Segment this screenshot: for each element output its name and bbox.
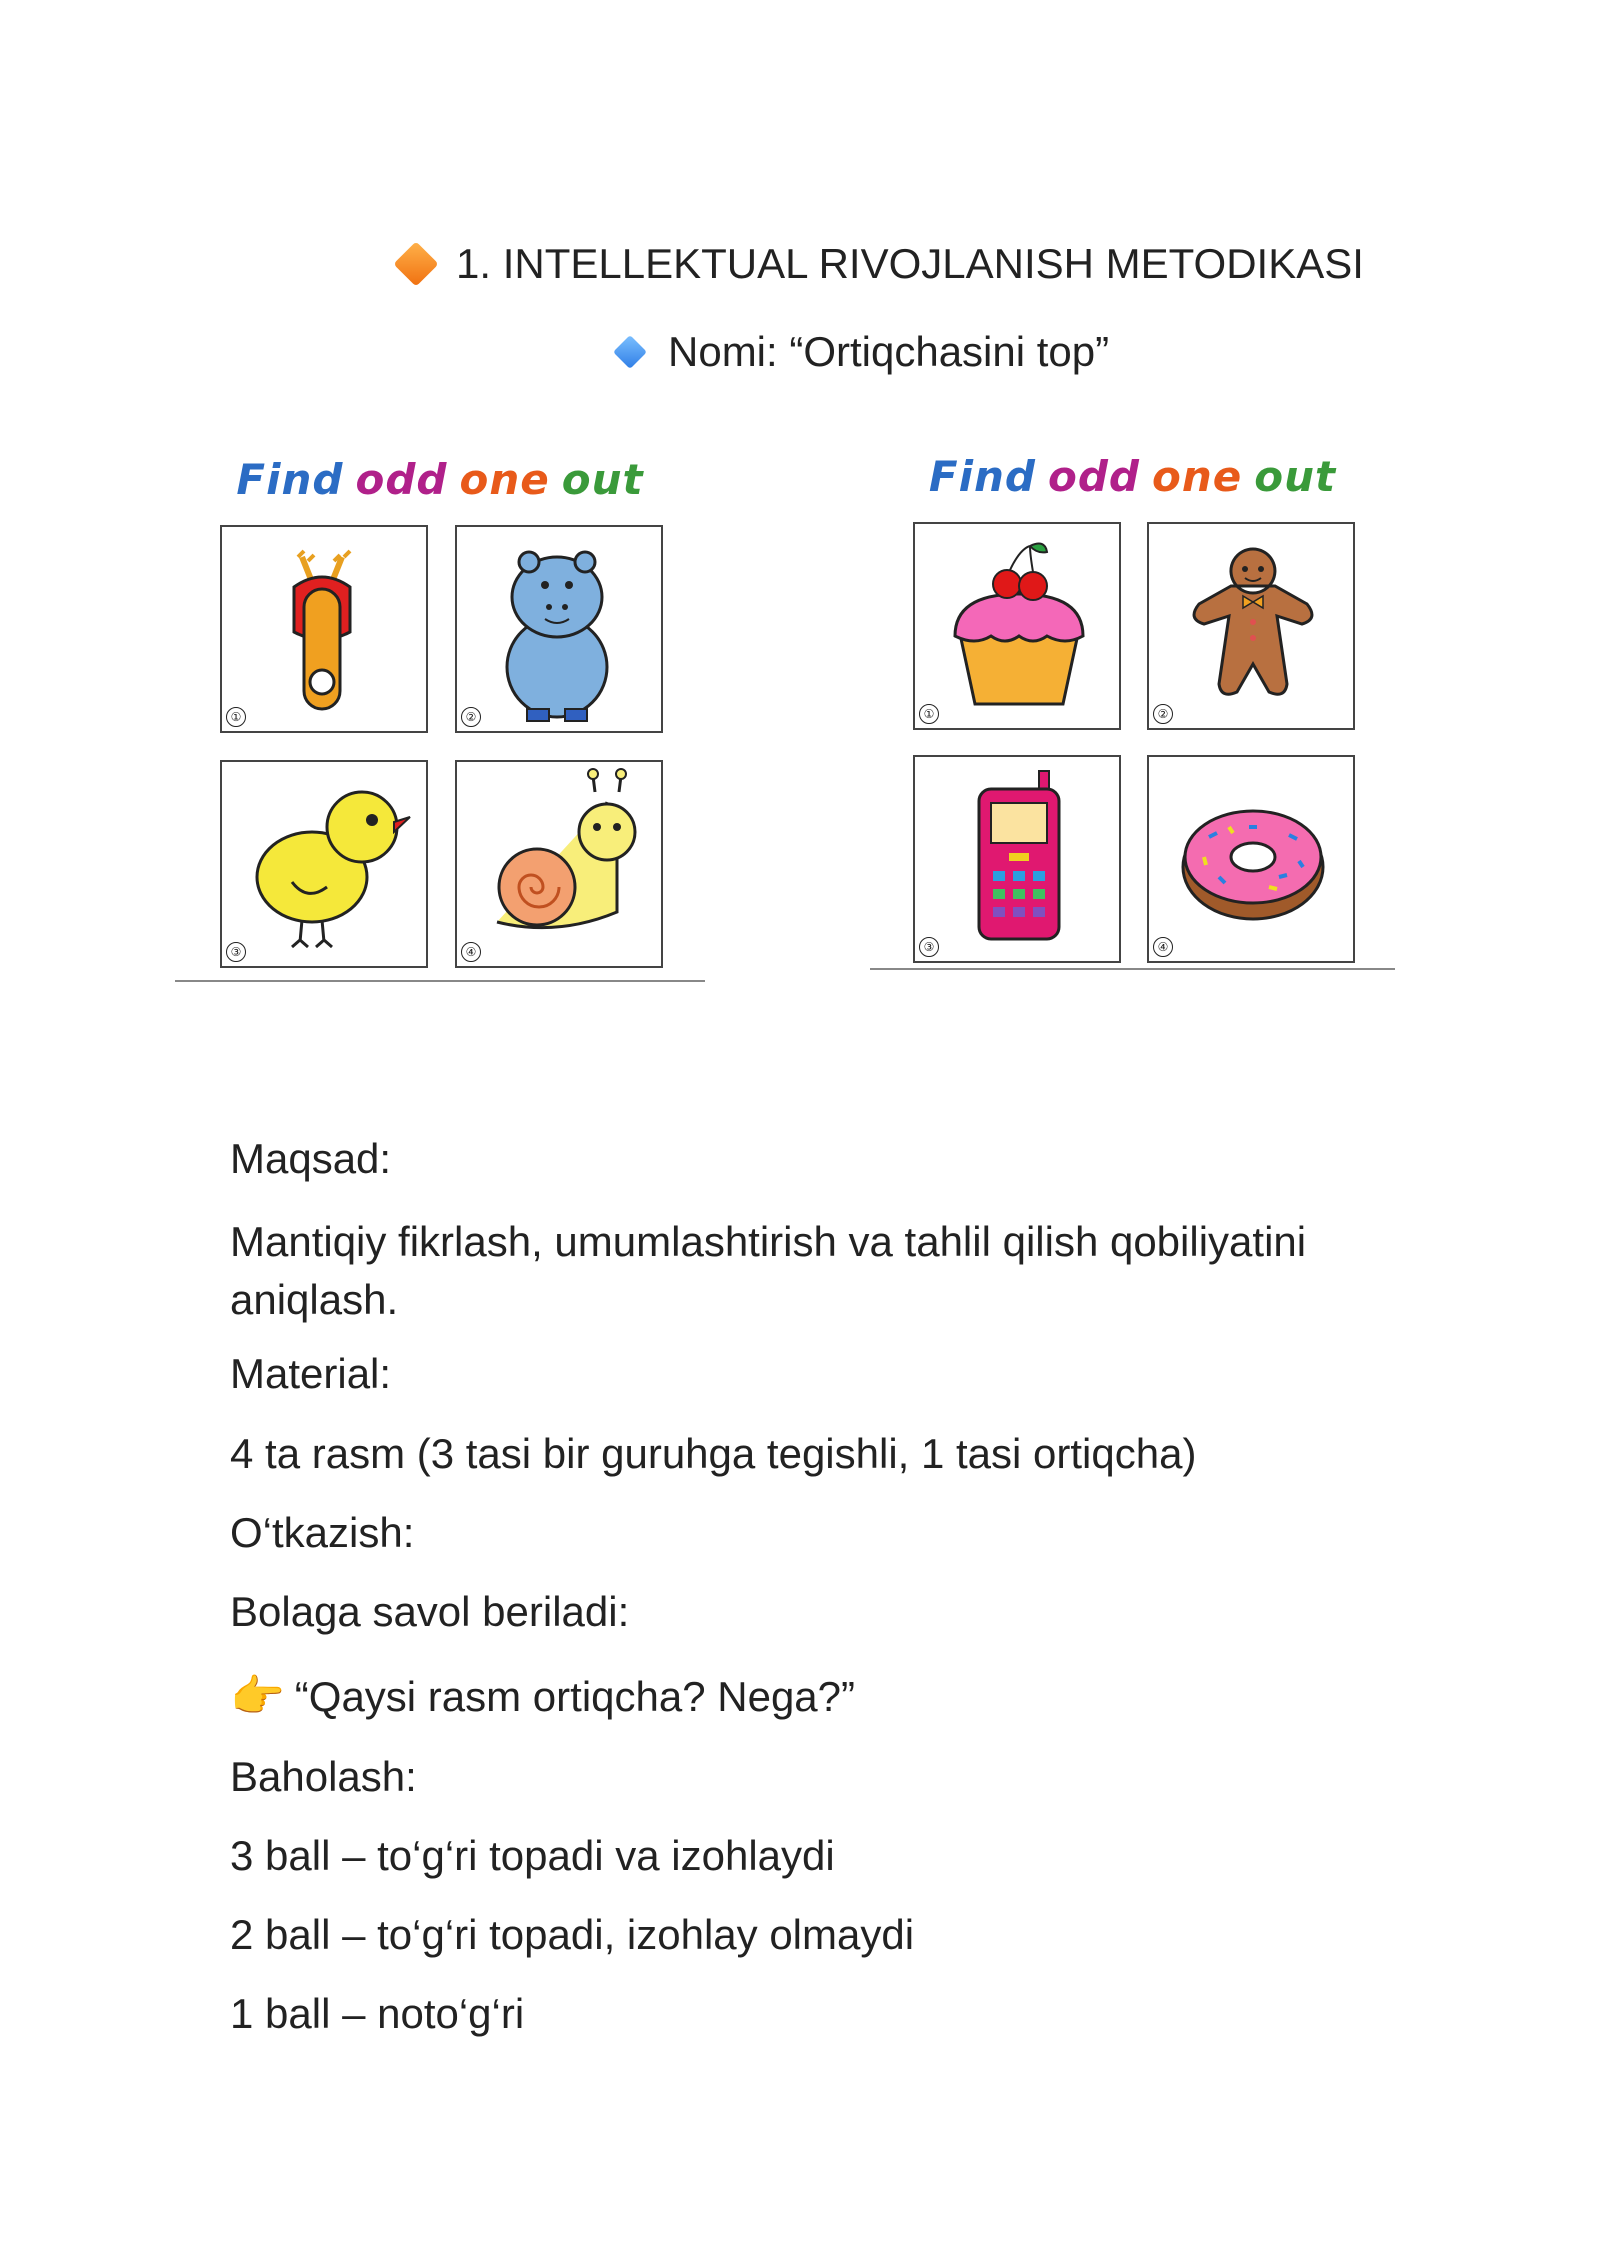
zipper-icon <box>222 527 430 735</box>
hippo-icon <box>457 527 665 735</box>
picture-card <box>913 522 1121 730</box>
score-3: 3 ball – to‘g‘ri topadi va izohlaydi <box>230 1832 835 1879</box>
picture-card <box>1147 755 1355 963</box>
item-number: ① <box>919 704 939 724</box>
worksheet-title: Find odd one out <box>928 452 1337 501</box>
worksheet-baseline <box>175 980 705 982</box>
heading-text: 1. INTELLEKTUAL RIVOJLANISH METODIKASI <box>456 240 1364 287</box>
blue-diamond-icon <box>613 335 647 369</box>
question-line <box>230 1670 855 1722</box>
item-number: ④ <box>1153 937 1173 957</box>
score-2: 2 ball – to‘g‘ri topadi, izohlay olmaydi <box>230 1911 915 1958</box>
chick-icon <box>222 762 430 970</box>
section-label-maqsad: Maqsad: <box>230 1135 392 1182</box>
item-number: ④ <box>461 942 481 962</box>
pointing-hand-icon: 👉 <box>230 1672 285 1721</box>
section-label-material: Material: <box>230 1350 392 1397</box>
picture-card <box>1147 522 1355 730</box>
picture-card <box>913 755 1121 963</box>
item-number: ② <box>1153 704 1173 724</box>
material-text: 4 ta rasm (3 tasi bir guruhga tegishli, 1 tasi ortiqcha) <box>230 1430 1197 1477</box>
gingerbread-icon <box>1149 524 1357 732</box>
picture-card <box>455 525 663 733</box>
score-1: 1 ball – noto‘g‘ri <box>230 1990 525 2037</box>
question-text: “Qaysi rasm ortiqcha? Nega?” <box>294 1673 856 1720</box>
item-number: ③ <box>226 942 246 962</box>
section-label-otkazish: O‘tkazish: <box>230 1509 415 1556</box>
document-heading <box>390 240 1390 288</box>
cupcake-icon <box>915 524 1123 732</box>
item-number: ③ <box>919 937 939 957</box>
donut-icon <box>1149 757 1357 965</box>
subheading-text: Nomi: “Ortiqchasini top” <box>668 328 1110 375</box>
worksheet-animals <box>175 455 705 985</box>
snail-icon <box>457 762 665 970</box>
item-number: ① <box>226 707 246 727</box>
section-label-baholash: Baholash: <box>230 1753 417 1800</box>
item-number: ② <box>461 707 481 727</box>
worksheet-foods <box>870 452 1395 977</box>
picture-card <box>455 760 663 968</box>
worksheet-title: Find odd one out <box>236 455 644 504</box>
picture-card <box>220 525 428 733</box>
orange-diamond-icon <box>393 241 438 286</box>
worksheet-baseline <box>870 968 1395 970</box>
procedure-text: Bolaga savol beriladi: <box>230 1588 630 1635</box>
goal-text: Mantiqiy fikrlash, umumlashtirish va tahlil qilish qobiliyatini aniqlash. <box>230 1218 1307 1323</box>
document-subheading <box>610 328 1410 376</box>
mobile-phone-icon <box>915 757 1123 965</box>
picture-card <box>220 760 428 968</box>
